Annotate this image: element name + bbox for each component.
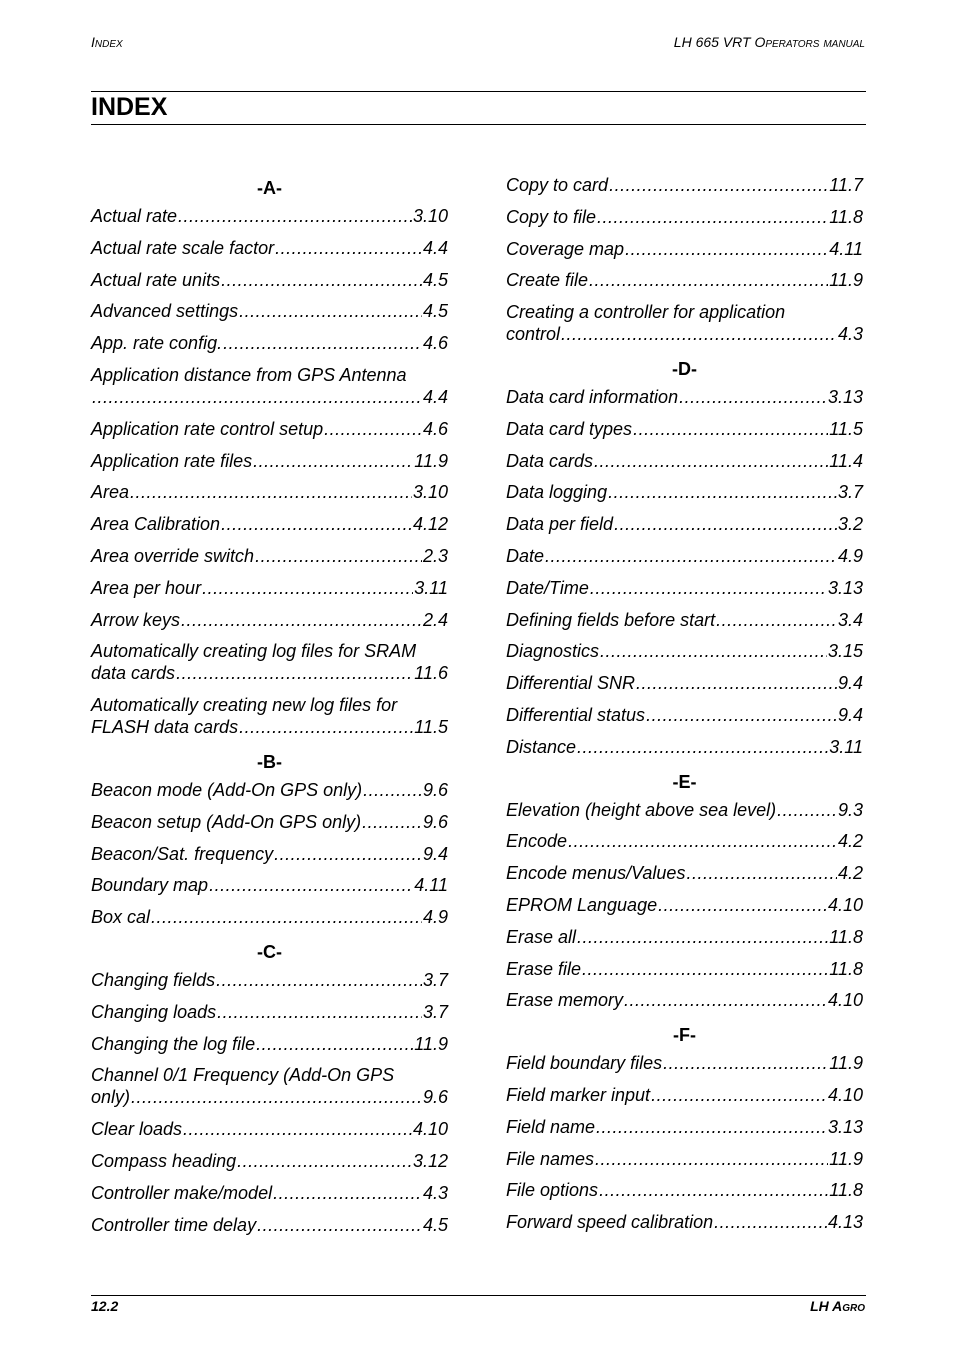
dot-leader: [600, 640, 827, 662]
index-entry[interactable]: [506, 450, 863, 472]
index-entry[interactable]: [91, 237, 448, 259]
dot-leader: [658, 894, 827, 916]
index-entry[interactable]: [506, 830, 863, 852]
index-entry[interactable]: [506, 481, 863, 503]
index-entry[interactable]: [506, 1052, 863, 1074]
index-entry[interactable]: [91, 843, 448, 865]
index-entry-term: Area: [91, 482, 130, 503]
index-entry-term: Area override switch: [91, 545, 255, 566]
dot-leader: [545, 545, 837, 567]
index-entry[interactable]: [91, 969, 448, 991]
dot-leader: [625, 238, 828, 260]
dot-leader: [597, 206, 828, 228]
index-entry[interactable]: [91, 1064, 448, 1108]
index-entry[interactable]: [506, 269, 863, 291]
index-entry-term: Encode menus/Values: [506, 863, 686, 884]
index-entry-page-ref: 4.9: [422, 907, 448, 928]
index-entry[interactable]: [91, 205, 448, 227]
header-manual-title: LH 665 VRT Operators manual: [673, 34, 865, 50]
index-entry-term: Field marker input: [506, 1084, 651, 1105]
dot-leader: [151, 906, 422, 928]
index-entry[interactable]: [506, 386, 863, 408]
index-entry-term: Beacon mode (Add-On GPS only): [91, 779, 363, 800]
dot-leader: [209, 874, 413, 896]
index-entry-term: Erase all: [506, 926, 577, 947]
dot-leader: [596, 1116, 827, 1138]
index-entry[interactable]: [506, 736, 863, 758]
index-entry-term: Erase file: [506, 958, 582, 979]
index-entry-page-ref: 4.10: [412, 1119, 448, 1140]
index-entry-page-ref: 11.7: [829, 175, 863, 195]
index-section-header: -E-: [672, 771, 697, 792]
index-entry-term: Create file: [506, 270, 589, 291]
index-entry[interactable]: [91, 874, 448, 896]
index-entry-page-ref: 9.6: [422, 779, 448, 800]
index-entry[interactable]: [506, 545, 863, 567]
index-entry-page-ref: 2.3: [422, 545, 448, 566]
index-entry-term: Date: [506, 545, 545, 566]
index-entry[interactable]: [506, 206, 863, 228]
dot-leader: [273, 1182, 422, 1204]
index-entry-page-ref: 3.13: [827, 386, 863, 407]
index-entry-page-ref: 3.11: [414, 577, 448, 598]
dot-leader: [239, 716, 413, 738]
index-entry-page-ref: 11.8: [829, 926, 863, 947]
index-entry-term-first-line: Automatically creating new log files for: [91, 695, 398, 716]
dot-leader: [131, 1086, 422, 1108]
dot-leader: [608, 481, 837, 503]
index-entry-page-ref: 9.4: [837, 673, 863, 694]
index-entry-term: Actual rate units: [91, 269, 221, 290]
index-entry-term: Changing the log file: [91, 1033, 256, 1054]
index-entry-page-ref: 9.4: [422, 843, 448, 864]
index-entry-page-ref: 11.8: [829, 1180, 863, 1201]
index-entry-term: Application rate control setup: [91, 418, 324, 439]
index-entry-term: Encode: [506, 831, 568, 852]
dot-leader: [609, 174, 828, 196]
page-number: 12.2: [91, 1298, 119, 1314]
index-entry-term: Distance: [506, 736, 577, 757]
index-entry[interactable]: [91, 1214, 448, 1236]
dot-leader: [663, 1052, 828, 1074]
index-entry-page-ref: 11.5: [414, 717, 448, 738]
dot-leader: [568, 830, 837, 852]
index-entry-page-ref: 4.11: [829, 238, 863, 259]
index-entry-term: Beacon/Sat. frequency: [91, 843, 274, 864]
index-entry[interactable]: [506, 301, 863, 345]
index-entry-page-ref: 9.4: [837, 704, 863, 725]
dot-leader: [178, 205, 412, 227]
dot-leader: [223, 332, 422, 354]
index-entry-page-ref: 3.12: [412, 1150, 448, 1171]
index-column-right: [506, 174, 863, 1243]
index-entry-page-ref: 4.3: [837, 324, 863, 345]
dot-leader: [181, 609, 422, 631]
index-entry-term: Advanced settings: [91, 301, 239, 322]
dot-leader: [183, 1118, 412, 1140]
dot-leader: [636, 672, 837, 694]
index-entry-term: Data card types: [506, 418, 633, 439]
dot-leader: [777, 799, 837, 821]
index-entry-term: Diagnostics: [506, 641, 600, 662]
index-entry-page-ref: 11.9: [414, 450, 448, 471]
index-entry-term: Data card information: [506, 386, 679, 407]
index-entry-term: Arrow keys: [91, 609, 181, 630]
index-entry[interactable]: [506, 174, 863, 196]
index-entry-page-ref: 4.4: [422, 237, 448, 258]
index-entry-term: EPROM Language: [506, 894, 658, 915]
page-title: INDEX: [91, 93, 168, 121]
dot-leader: [256, 1033, 413, 1055]
index-entry-page-ref: 3.10: [412, 206, 448, 226]
index-entry-page-ref: 9.3: [837, 799, 863, 820]
index-entry-page-ref: 4.5: [422, 1214, 448, 1235]
index-entry-term: Erase memory: [506, 990, 624, 1011]
index-entry[interactable]: [91, 779, 448, 801]
index-entry-page-ref: 4.9: [837, 545, 863, 566]
index-entry[interactable]: [506, 926, 863, 948]
header-section-name: Index: [91, 34, 123, 50]
dot-leader: [274, 843, 422, 865]
index-entry-term: Compass heading: [91, 1150, 237, 1171]
dot-leader: [614, 513, 837, 535]
index-entry[interactable]: [91, 332, 448, 354]
dot-leader: [275, 237, 422, 259]
index-entry-page-ref: 3.11: [829, 736, 863, 757]
dot-leader: [130, 481, 412, 503]
index-entry-page-ref: 3.15: [827, 641, 863, 662]
index-entry-page-ref: 11.9: [829, 1053, 863, 1074]
dot-leader: [217, 1001, 422, 1023]
index-entry-page-ref: 11.8: [829, 206, 863, 227]
dot-leader: [679, 386, 827, 408]
index-entry[interactable]: [91, 513, 448, 535]
index-section-header: -B-: [257, 751, 282, 772]
index-entry[interactable]: [506, 704, 863, 726]
index-entry-term-first-line: Creating a controller for application: [506, 302, 786, 323]
index-entry-term: Copy to card: [506, 175, 609, 195]
dot-leader: [216, 969, 422, 991]
dot-leader: [599, 1179, 828, 1201]
index-entry-page-ref: 3.7: [837, 482, 863, 503]
index-entry-term-first-line: Application distance from GPS Antenna: [91, 364, 407, 385]
dot-leader: [239, 300, 422, 322]
index-entry-term: Controller make/model: [91, 1182, 273, 1203]
index-entry-term: Data logging: [506, 482, 608, 503]
index-entry-term: Coverage map: [506, 238, 625, 259]
index-entry-term: Area Calibration: [91, 514, 221, 535]
dot-leader: [324, 418, 422, 440]
index-entry-page-ref: 4.4: [422, 386, 448, 407]
dot-leader: [221, 513, 412, 535]
index-entry-term: Changing loads: [91, 1001, 217, 1022]
dot-leader: [237, 1150, 412, 1172]
index-entry-term: Date/Time: [506, 577, 589, 598]
index-entry-term: Defining fields before start: [506, 609, 716, 630]
index-entry[interactable]: [91, 609, 448, 631]
index-entry-page-ref: 3.4: [837, 609, 863, 630]
index-column-left: [91, 174, 448, 1245]
index-section-header: -C-: [257, 941, 282, 962]
index-entry-page-ref: 4.5: [422, 269, 448, 290]
title-top-rule: [91, 91, 866, 92]
index-entry[interactable]: [506, 1148, 863, 1170]
index-entry[interactable]: [506, 1084, 863, 1106]
index-entry-page-ref: 4.3: [422, 1182, 448, 1203]
dot-leader: [633, 418, 828, 440]
dot-leader: [255, 545, 422, 567]
running-header: [91, 34, 865, 52]
index-entry-page-ref: 4.5: [422, 301, 448, 322]
index-entry-term: Copy to file: [506, 206, 597, 227]
dot-leader: [582, 958, 828, 980]
index-entry[interactable]: [91, 481, 448, 503]
dot-leader: [362, 811, 422, 833]
index-entry-page-ref: 4.11: [414, 875, 448, 896]
index-entry-page-ref: 3.10: [412, 482, 448, 503]
index-entry-term: File names: [506, 1148, 595, 1169]
index-entry-page-ref: 4.6: [422, 418, 448, 439]
index-entry[interactable]: [91, 694, 448, 738]
index-entry[interactable]: [91, 640, 448, 684]
dot-leader: [202, 577, 413, 599]
index-entry[interactable]: [91, 300, 448, 322]
index-entry-page-ref: 4.2: [837, 831, 863, 852]
index-entry[interactable]: [91, 1150, 448, 1172]
dot-leader: [253, 450, 413, 472]
dot-leader: [589, 269, 828, 291]
index-entry[interactable]: [91, 269, 448, 291]
index-entry-page-ref: 3.7: [422, 969, 448, 990]
index-entry-term: Data per field: [506, 514, 614, 535]
dot-leader: [561, 323, 837, 345]
index-entry-page-ref: 3.2: [837, 514, 863, 535]
dot-leader: [577, 926, 828, 948]
index-entry[interactable]: [91, 1001, 448, 1023]
index-entry-term: control: [506, 324, 561, 345]
index-entry[interactable]: [91, 364, 448, 408]
index-entry-page-ref: 4.12: [412, 514, 448, 535]
dot-leader: [646, 704, 837, 726]
index-entry-page-ref: 11.9: [414, 1033, 448, 1054]
index-entry[interactable]: [506, 418, 863, 440]
dot-leader: [595, 1148, 828, 1170]
index-entry[interactable]: [506, 513, 863, 535]
index-entry[interactable]: [506, 958, 863, 980]
page-footer: [91, 1298, 865, 1316]
index-entry-page-ref: 11.8: [829, 958, 863, 979]
index-entry-page-ref: 3.7: [422, 1001, 448, 1022]
index-entry-term: only): [91, 1087, 131, 1108]
index-entry[interactable]: [506, 640, 863, 662]
index-entry-page-ref: 9.6: [422, 811, 448, 832]
dot-leader: [594, 450, 828, 472]
index-entry[interactable]: [506, 238, 863, 260]
index-entry[interactable]: [506, 989, 863, 1011]
dot-leader: [363, 779, 422, 801]
index-entry-term: Application rate files: [91, 450, 253, 471]
index-entry-term-first-line: Automatically creating log files for SRAM: [91, 641, 417, 662]
dot-leader: [624, 989, 827, 1011]
index-entry-term: Clear loads: [91, 1119, 183, 1140]
index-entry-page-ref: 4.6: [422, 333, 448, 354]
index-entry-term: Forward speed calibration: [506, 1212, 714, 1233]
index-entry[interactable]: [91, 545, 448, 567]
index-entry-page-ref: 11.6: [414, 663, 448, 684]
dot-leader: [257, 1214, 422, 1236]
index-entry-term: Changing fields: [91, 969, 216, 990]
footer-brand: LH Agro: [810, 1298, 865, 1314]
index-entry-page-ref: 11.9: [829, 270, 863, 291]
index-entry-page-ref: 4.10: [827, 1084, 863, 1105]
index-entry-page-ref: 4.2: [837, 863, 863, 884]
footer-rule: [91, 1295, 866, 1296]
index-entry[interactable]: [91, 1033, 448, 1055]
dot-leader: [686, 862, 837, 884]
index-entry-term: App. rate config.: [91, 333, 223, 354]
index-entry[interactable]: [506, 894, 863, 916]
dot-leader: [714, 1211, 827, 1233]
index-entry[interactable]: [506, 799, 863, 821]
index-entry-term: Area per hour: [91, 577, 202, 598]
index-entry[interactable]: [91, 577, 448, 599]
index-entry-term: Actual rate: [91, 206, 178, 226]
index-entry-term: Actual rate scale factor: [91, 237, 275, 258]
index-entry-term: data cards: [91, 663, 176, 684]
dot-leader: [651, 1084, 827, 1106]
index-entry-term: Differential SNR: [506, 673, 636, 694]
index-section-header: -D-: [672, 358, 697, 379]
index-entry-page-ref: 11.9: [829, 1148, 863, 1169]
dot-leader: [221, 269, 422, 291]
index-entry-page-ref: 3.13: [827, 1116, 863, 1137]
index-entry-term: Controller time delay: [91, 1214, 257, 1235]
index-entry-page-ref: 4.10: [827, 990, 863, 1011]
index-entry-term: Data cards: [506, 450, 594, 471]
index-entry-page-ref: 9.6: [422, 1087, 448, 1108]
index-entry[interactable]: [506, 672, 863, 694]
index-entry[interactable]: [91, 906, 448, 928]
index-entry-page-ref: 2.4: [422, 609, 448, 630]
index-entry-term: Boundary map: [91, 875, 209, 896]
dot-leader: [92, 386, 422, 408]
index-entry-page-ref: 4.10: [827, 894, 863, 915]
index-entry-term: FLASH data cards: [91, 717, 239, 738]
index-entry[interactable]: [506, 1211, 863, 1233]
index-entry[interactable]: [506, 577, 863, 599]
index-entry[interactable]: [91, 1182, 448, 1204]
index-entry-page-ref: 11.5: [829, 418, 863, 439]
index-entry-page-ref: 4.13: [827, 1212, 863, 1233]
index-entry-term: Field boundary files: [506, 1053, 663, 1074]
dot-leader: [716, 609, 837, 631]
index-entry[interactable]: [506, 609, 863, 631]
index-entry[interactable]: [91, 418, 448, 440]
title-bottom-rule: [91, 124, 866, 125]
index-entry-term: Differential status: [506, 704, 646, 725]
dot-leader: [590, 577, 827, 599]
index-entry[interactable]: [506, 1179, 863, 1201]
dot-leader: [176, 662, 413, 684]
index-entry[interactable]: [506, 862, 863, 884]
index-entry-term-first-line: Channel 0/1 Frequency (Add-On GPS: [91, 1065, 395, 1086]
index-entry-page-ref: 11.4: [829, 450, 863, 471]
index-entry-page-ref: 3.13: [827, 577, 863, 598]
index-entry-term: Beacon setup (Add-On GPS only): [91, 811, 362, 832]
index-entry-term: Field name: [506, 1116, 596, 1137]
index-entry[interactable]: [91, 450, 448, 472]
index-entry-term: Elevation (height above sea level): [506, 799, 777, 820]
index-entry-term: File options: [506, 1180, 599, 1201]
index-entry[interactable]: [91, 1118, 448, 1140]
index-entry-term: Box cal: [91, 907, 151, 928]
index-section-header: -A-: [257, 178, 282, 198]
dot-leader: [577, 736, 828, 758]
index-entry[interactable]: [506, 1116, 863, 1138]
index-section-header: -F-: [673, 1025, 696, 1046]
index-entry[interactable]: [91, 811, 448, 833]
